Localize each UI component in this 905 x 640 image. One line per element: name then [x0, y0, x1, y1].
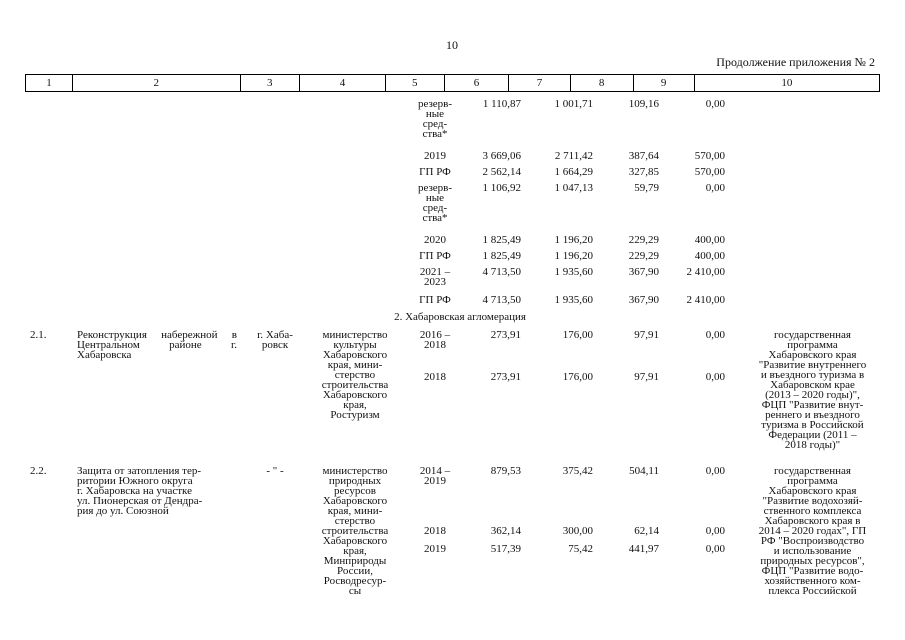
amount-total: 362,14 [490, 525, 521, 537]
funding-label: ГП РФ [419, 166, 451, 178]
header-col-2: 2 [73, 75, 241, 91]
item-name: Защита от затопления тер- ритории Южного округа г. Хабаровска на участке ул. Пионерская от Дендра- рия до ул. Союзной [77, 465, 203, 517]
amount-federal: 1 935,60 [554, 294, 593, 306]
amount-federal: 1 664,29 [554, 166, 593, 178]
amount-other: 0,00 [705, 525, 725, 537]
item-number: 2.2. [30, 465, 47, 477]
funding-label: резерв- ные сред- ства* [417, 182, 453, 224]
amount-other: 400,00 [694, 234, 725, 246]
amount-other: 0,00 [705, 329, 725, 341]
amount-regional: 59,79 [634, 182, 659, 194]
funding-label: 2020 [424, 234, 446, 246]
funding-label: ГП РФ [419, 294, 451, 306]
item-period: 2016 – 2018 [419, 329, 451, 351]
item-program: государственная программа Хабаровского края "Развитие внутреннего и въездного туризма в Хабаровском крае (2013 – 2020 годы)", ФЦП "Развитие внут- реннего и въездного туризма в Российской Федерации (2011 – 2018 годы)" [758, 329, 867, 451]
amount-federal: 176,00 [562, 329, 593, 341]
amount-total: 1 106,92 [482, 182, 521, 194]
item-period: 2019 [424, 543, 446, 555]
amount-other: 400,00 [694, 250, 725, 262]
header-col-3: 3 [241, 75, 300, 91]
item-executor: министерство природных ресурсов Хабаровского края, мини- стерство строительства Хабаровского края, Минприроды России, Росводресур- сы [321, 465, 389, 597]
amount-total: 1 110,87 [482, 98, 521, 110]
amount-other: 570,00 [694, 166, 725, 178]
amount-other: 0,00 [705, 371, 725, 383]
amount-regional: 97,91 [634, 371, 659, 383]
amount-other: 2 410,00 [686, 266, 725, 278]
header-col-4: 4 [300, 75, 386, 91]
header-col-9: 9 [634, 75, 695, 91]
amount-federal: 75,42 [568, 543, 593, 555]
amount-federal: 1 001,71 [554, 98, 593, 110]
amount-total: 273,91 [490, 329, 521, 341]
item-number: 2.1. [30, 329, 47, 341]
table-header [25, 74, 880, 92]
item-executor: министерство культуры Хабаровского края, мини- стерство строительства Хабаровского края, Ростуризм [321, 329, 389, 421]
amount-total: 3 669,06 [482, 150, 521, 162]
item-period: 2018 [424, 525, 446, 537]
amount-total: 4 713,50 [482, 266, 521, 278]
amount-regional: 109,16 [628, 98, 659, 110]
amount-total: 273,91 [490, 371, 521, 383]
header-col-6: 6 [445, 75, 510, 91]
amount-regional: 229,29 [628, 234, 659, 246]
amount-other: 0,00 [705, 182, 725, 194]
header-col-8: 8 [571, 75, 634, 91]
section-title: 2. Хабаровская агломерация [394, 311, 526, 323]
amount-regional: 97,91 [634, 329, 659, 341]
continuation-caption: Продолжение приложения № 2 [716, 55, 875, 69]
amount-other: 2 410,00 [686, 294, 725, 306]
amount-total: 4 713,50 [482, 294, 521, 306]
amount-federal: 1 047,13 [554, 182, 593, 194]
amount-federal: 1 935,60 [554, 266, 593, 278]
header-col-1: 1 [26, 75, 73, 91]
funding-label: резерв- ные сред- ства* [417, 98, 453, 140]
amount-other: 0,00 [705, 543, 725, 555]
funding-label: 2019 [424, 150, 446, 162]
amount-total: 1 825,49 [482, 250, 521, 262]
amount-federal: 1 196,20 [554, 250, 593, 262]
amount-regional: 327,85 [628, 166, 659, 178]
amount-regional: 387,64 [628, 150, 659, 162]
amount-other: 0,00 [705, 98, 725, 110]
amount-federal: 300,00 [562, 525, 593, 537]
amount-regional: 62,14 [634, 525, 659, 537]
item-place: - " - [266, 465, 284, 477]
item-program: государственная программа Хабаровского края "Развитие водохозяй- ственного комплекса Хабаровского края в 2014 – 2020 годах", ГП РФ "Воспроизводство и использование природных ресурсов", ФЦП "Развитие водо- хозяйственного ком- плекса Российской [758, 465, 867, 597]
amount-total: 1 825,49 [482, 234, 521, 246]
header-col-7: 7 [509, 75, 570, 91]
amount-total: 879,53 [490, 465, 521, 477]
funding-label: ГП РФ [419, 250, 451, 262]
item-period: 2018 [424, 371, 446, 383]
header-col-10: 10 [781, 77, 793, 89]
amount-regional: 504,11 [629, 465, 659, 477]
item-name: Реконструкция набережной в Центральном районе г. Хабаровска [77, 329, 237, 361]
amount-regional: 441,97 [628, 543, 659, 555]
page-number: 10 [446, 38, 458, 52]
amount-other: 570,00 [694, 150, 725, 162]
amount-other: 0,00 [705, 465, 725, 477]
funding-label: 2021 – 2023 [419, 266, 451, 288]
amount-regional: 229,29 [628, 250, 659, 262]
amount-federal: 176,00 [562, 371, 593, 383]
amount-total: 517,39 [490, 543, 521, 555]
amount-total: 2 562,14 [482, 166, 521, 178]
amount-regional: 367,90 [628, 294, 659, 306]
amount-regional: 367,90 [628, 266, 659, 278]
header-col-5: 5 [386, 75, 445, 91]
amount-federal: 2 711,42 [554, 150, 593, 162]
item-period: 2014 – 2019 [419, 465, 451, 487]
item-place: г. Хаба- ровск [257, 329, 293, 351]
amount-federal: 375,42 [562, 465, 593, 477]
amount-federal: 1 196,20 [554, 234, 593, 246]
